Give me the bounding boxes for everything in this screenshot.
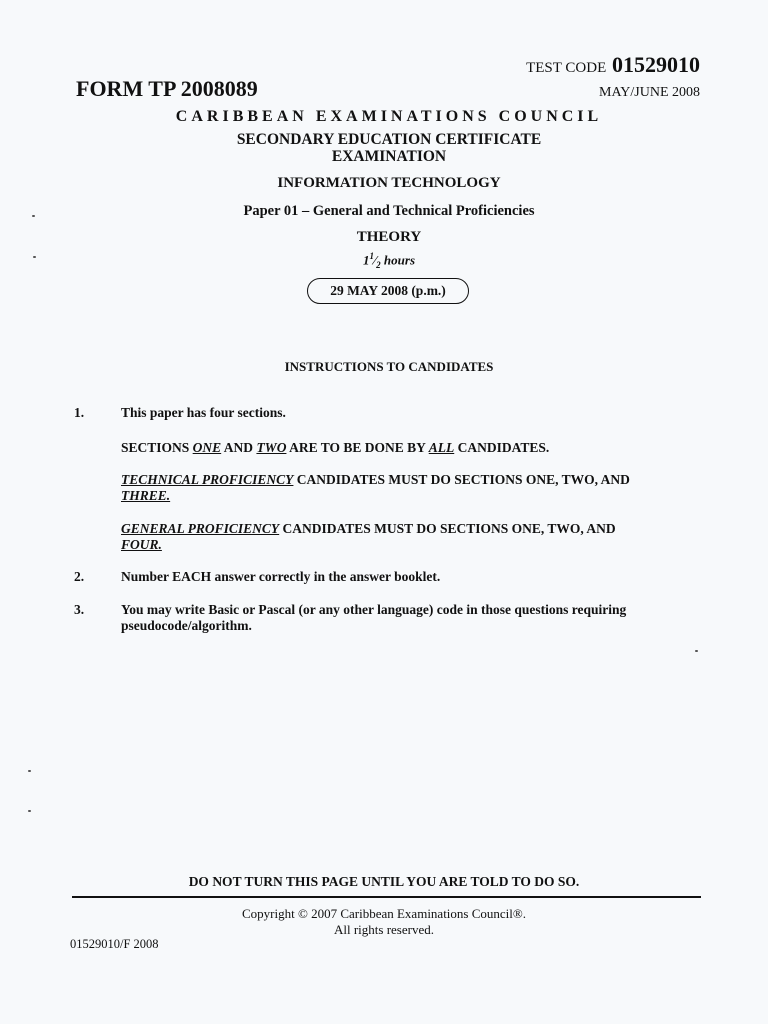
certificate-title <box>0 131 768 165</box>
instruction-number-2: 2. <box>74 569 85 584</box>
general-sections-end: FOUR. <box>121 537 162 552</box>
exam-date: 29 MAY 2008 (p.m.) <box>307 278 469 304</box>
do-not-turn-warning: DO NOT TURN THIS PAGE UNTIL YOU ARE TOLD TO DO SO. <box>188 874 580 889</box>
test-code-label: TEST CODE <box>526 60 607 76</box>
theory-label: THEORY <box>356 229 422 245</box>
exam-session: MAY/JUNE 2008 <box>599 85 700 100</box>
scan-speck <box>33 256 36 258</box>
technical-proficiency-label: TECHNICAL PROFICIENCY <box>121 472 294 487</box>
council-name: CARIBBEAN EXAMINATIONS COUNCIL <box>175 108 603 125</box>
instruction-2-text: Number EACH answer correctly in the answer booklet. <box>121 569 441 584</box>
sections-text: AND <box>221 440 257 455</box>
copyright-line-1: Copyright © 2007 Caribbean Examinations Council®. <box>241 906 527 921</box>
instruction-1-general <box>121 521 701 553</box>
sections-text: ARE TO BE DONE BY <box>286 440 429 455</box>
scan-speck <box>28 770 31 772</box>
technical-text: CANDIDATES MUST DO SECTIONS ONE, TWO, AND <box>293 472 630 487</box>
test-code <box>526 52 700 78</box>
general-proficiency-label: GENERAL PROFICIENCY <box>121 521 280 536</box>
general-text: CANDIDATES MUST DO SECTIONS ONE, TWO, AND <box>279 521 616 536</box>
exam-duration: $1^1⁄_2$ hours <box>363 251 415 270</box>
form-number: FORM TP 2008089 <box>76 76 258 101</box>
instruction-number-3: 3. <box>74 602 85 617</box>
footer-paper-code: 01529010/F 2008 <box>70 937 159 951</box>
scan-speck <box>695 650 698 652</box>
sections-all: ALL <box>428 440 455 455</box>
duration-denominator: 2 <box>376 259 381 270</box>
instruction-number-1: 1. <box>74 405 85 420</box>
instruction-1-technical <box>121 472 701 504</box>
instruction-1-sections <box>121 440 701 456</box>
copyright-notice <box>0 906 768 938</box>
certificate-line-2: EXAMINATION <box>331 148 447 165</box>
subject-title: INFORMATION TECHNOLOGY <box>277 175 501 191</box>
certificate-line-1: SECONDARY EDUCATION CERTIFICATE <box>236 131 542 148</box>
sections-text: CANDIDATES. <box>454 440 550 455</box>
sections-one: ONE <box>192 440 222 455</box>
duration-unit: hours <box>383 252 415 268</box>
copyright-line-2: All rights reserved. <box>333 922 434 937</box>
instruction-1-line-1: This paper has four sections. <box>121 405 286 420</box>
footer-divider <box>72 896 701 898</box>
test-code-number: 01529010 <box>612 52 700 77</box>
scan-speck <box>28 810 31 812</box>
duration-numerator: 1 <box>369 251 374 261</box>
duration-whole: 1 <box>363 252 370 268</box>
paper-title: Paper 01 – General and Technical Proficiencies <box>243 203 535 219</box>
sections-text: SECTIONS <box>121 440 193 455</box>
instruction-3-text: You may write Basic or Pascal (or any other language) code in those questions requiring pseudocode/algorithm. <box>121 602 627 633</box>
technical-sections-end: THREE. <box>121 488 171 503</box>
sections-two: TWO <box>256 440 287 455</box>
instructions-heading: INSTRUCTIONS TO CANDIDATES <box>284 359 494 374</box>
scan-speck <box>32 215 35 217</box>
